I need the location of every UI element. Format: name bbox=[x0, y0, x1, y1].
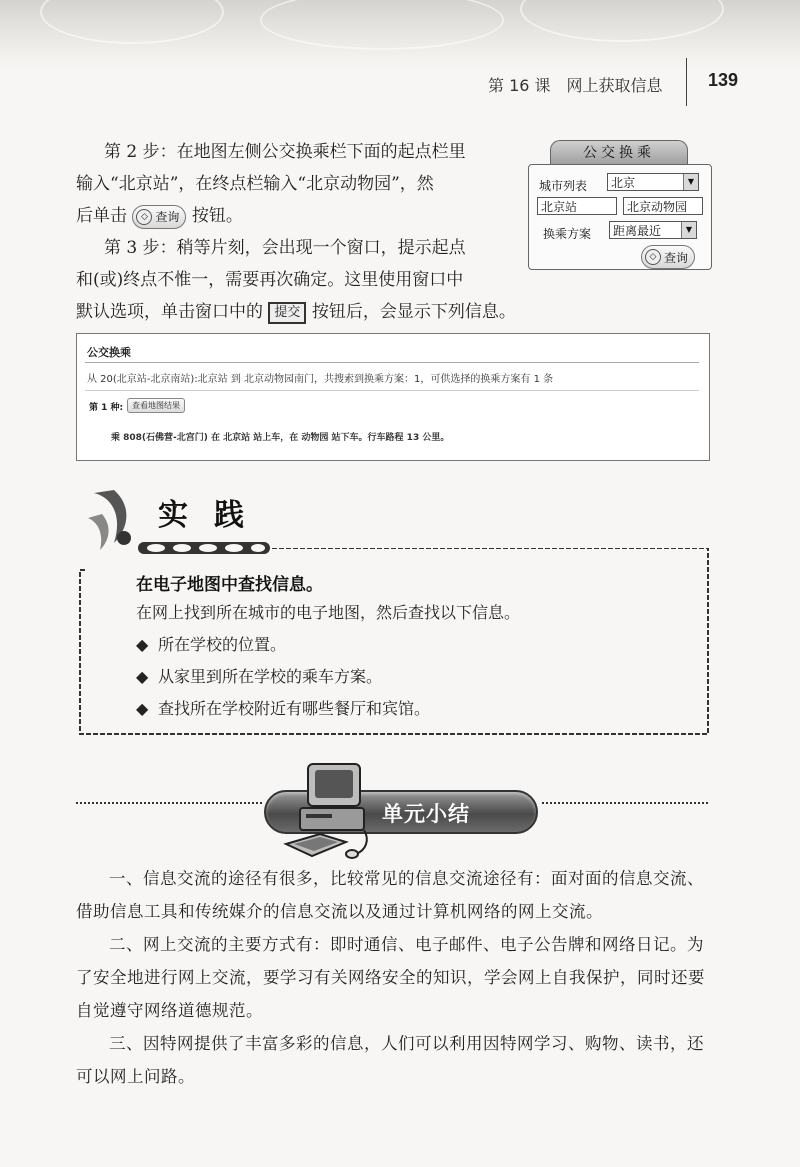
practice-bullet-text: 所在学校的位置。 bbox=[158, 635, 287, 654]
result-summary: 从 20(北京站-北京南站):北京站 到 北京动物园南门，共搜索到换乘方案：1，可供选择的换乘方案有 1 条 bbox=[87, 374, 554, 385]
dropdown-arrow-icon[interactable]: ▼ bbox=[681, 222, 696, 238]
summary-dotted-rule bbox=[542, 802, 708, 806]
query-button[interactable] bbox=[132, 205, 186, 229]
result-divider bbox=[85, 390, 699, 391]
start-input[interactable]: 北京站 bbox=[537, 197, 617, 215]
city-value: 北京 bbox=[611, 176, 636, 190]
practice-bullet-text: 查找所在学校附近有哪些餐厅和宾馆。 bbox=[158, 699, 431, 718]
practice-bullet bbox=[136, 664, 382, 687]
practice-intro: 在网上找到所在城市的电子地图，然后查找以下信息。 bbox=[136, 603, 521, 622]
plan-label: 换乘方案 bbox=[543, 227, 592, 241]
step3-line1: 第 3 步：稍等片刻，会出现一个窗口，提示起点 bbox=[104, 238, 466, 258]
bullet-diamond-icon: ◆ bbox=[136, 635, 149, 654]
step2-line3-start: 后单击 bbox=[76, 206, 127, 226]
dropdown-arrow-icon[interactable]: ▼ bbox=[683, 174, 698, 190]
result-panel bbox=[76, 333, 710, 461]
practice-bullet bbox=[136, 632, 286, 655]
step2-line2: 输入“北京站”，在终点栏输入“北京动物园”，然 bbox=[76, 174, 434, 194]
step3-line2: 和(或)终点不惟一，需要再次确定。这里使用窗口中 bbox=[76, 270, 464, 290]
computer-icon bbox=[280, 760, 376, 860]
result-divider bbox=[85, 362, 699, 363]
result-option-label: 第 1 种: bbox=[89, 403, 124, 413]
city-select[interactable] bbox=[607, 173, 699, 191]
end-input[interactable]: 北京动物园 bbox=[623, 197, 703, 215]
summary-label: 单元小结 bbox=[382, 802, 470, 826]
plan-select[interactable] bbox=[609, 221, 697, 239]
practice-heading: 实践 bbox=[158, 498, 270, 533]
summary-paragraphs bbox=[76, 862, 710, 1093]
plan-value: 距离最近 bbox=[613, 224, 662, 238]
city-label: 城市列表 bbox=[539, 179, 588, 193]
submit-button[interactable]: 提交 bbox=[268, 302, 306, 324]
view-map-button[interactable]: 查看地图结果 bbox=[127, 398, 185, 413]
header-divider bbox=[686, 58, 687, 106]
result-title: 公交换乘 bbox=[87, 346, 131, 359]
practice-title: 在电子地图中查找信息。 bbox=[136, 575, 323, 595]
transit-widget bbox=[528, 140, 712, 268]
lesson-title: 第 16 课 网上获取信息 bbox=[488, 76, 663, 95]
summary-paragraph: 三、因特网提供了丰富多彩的信息，人们可以利用因特网学习、购物、读书，还可以网上问路。 bbox=[76, 1034, 704, 1086]
step2-line3-end: 按钮。 bbox=[191, 206, 243, 226]
summary-dotted-rule bbox=[76, 802, 262, 806]
step2-line1: 第 2 步：在地图左侧公交换乘栏下面的起点栏里 bbox=[104, 142, 466, 162]
bullet-diamond-icon: ◆ bbox=[136, 699, 149, 718]
diamond-icon: ◇ bbox=[136, 209, 152, 225]
practice-bullet bbox=[136, 696, 430, 719]
widget-body bbox=[528, 164, 712, 270]
query-button-label: 查询 bbox=[155, 209, 180, 224]
page-number: 139 bbox=[708, 70, 739, 90]
step2-line3 bbox=[76, 200, 243, 232]
widget-query-button[interactable] bbox=[641, 245, 695, 269]
step3-line3 bbox=[76, 296, 516, 328]
header-decoration bbox=[0, 0, 800, 70]
bullet-diamond-icon: ◆ bbox=[136, 667, 149, 686]
step3-line3-end: 按钮后，会显示下列信息。 bbox=[311, 302, 516, 322]
widget-title: 公交换乘 bbox=[550, 140, 688, 165]
practice-bullet-text: 从家里到所在学校的乘车方案。 bbox=[158, 667, 383, 686]
widget-query-label: 查询 bbox=[664, 250, 689, 265]
summary-paragraph: 二、网上交流的主要方式有：即时通信、电子邮件、电子公告牌和网络日记。为了安全地进行网上交流，要学习有关网络安全的知识，学会网上自我保护，同时还要自觉遵守网络道德规范。 bbox=[76, 935, 705, 1020]
summary-paragraph: 一、信息交流的途径有很多，比较常见的信息交流途径有：面对面的信息交流、借助信息工具和传统媒介的信息交流以及通过计算机网络的网上交流。 bbox=[76, 869, 704, 921]
step3-line3-start: 默认选项，单击窗口中的 bbox=[76, 302, 263, 322]
result-detail: 乘 808(石佛营-北宫门) 在 北京站 站上车，在 动物园 站下车。行车路程 13 公里。 bbox=[111, 433, 450, 443]
diamond-icon: ◇ bbox=[645, 249, 661, 265]
